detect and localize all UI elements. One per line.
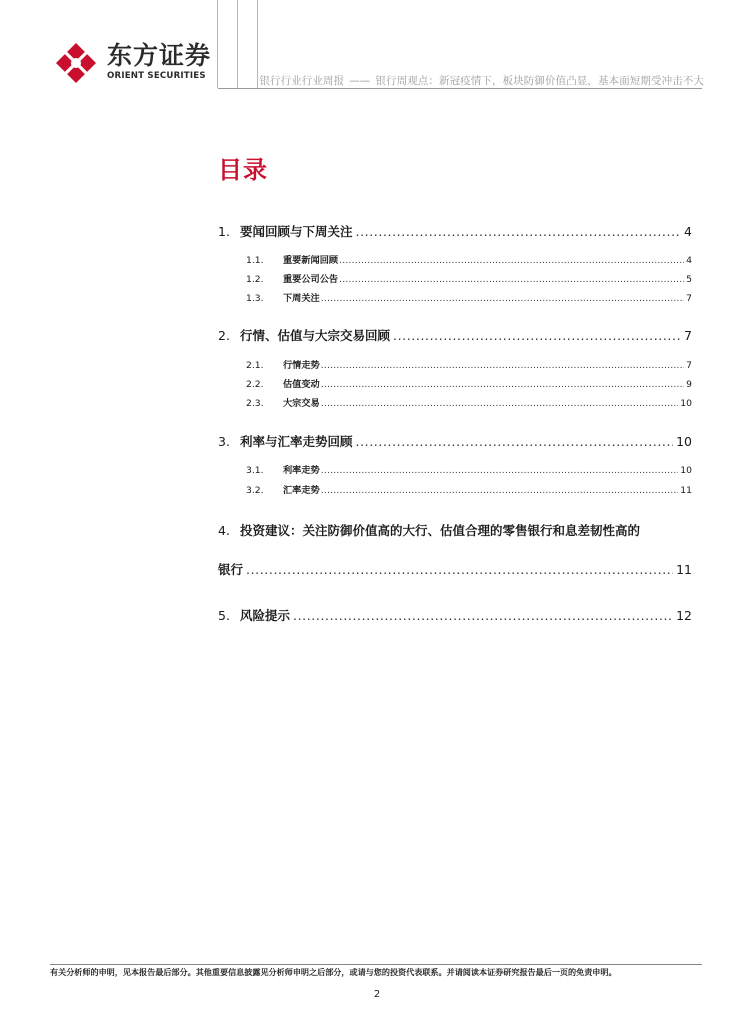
toc-entry-number: 2.2.: [246, 379, 264, 390]
toc-entry-1-1[interactable]: [246, 255, 692, 267]
toc-leader: [339, 274, 684, 286]
header-separator: ——: [349, 75, 371, 87]
toc-entry-number: 1.3.: [246, 293, 264, 304]
toc-leader: [321, 485, 679, 497]
toc-entry-label: 估值变动: [283, 379, 320, 390]
footer-disclaimer: 有关分析师的申明，见本报告最后部分。其他重要信息披露见分析师申明之后部分，或请与您的投资代表联系。并请阅读本证券研究报告最后一页的免责申明。: [50, 967, 617, 977]
toc-entry-4-line1[interactable]: [218, 521, 698, 539]
orient-securities-logo-icon: [55, 42, 97, 84]
toc-leader: [339, 255, 684, 267]
toc-entry-4-line2[interactable]: [218, 562, 692, 578]
toc-entry-label-continued: 银行: [218, 562, 244, 577]
toc-entry-1-2[interactable]: [246, 274, 692, 286]
toc-entry-label: 利率与汇率走势回顾: [240, 434, 353, 449]
toc-entry-label: 重要公司公告: [283, 274, 339, 285]
toc-entry-page: 7: [686, 293, 692, 304]
toc-entry-2[interactable]: [218, 328, 692, 344]
toc-entry-2-1[interactable]: [246, 360, 692, 372]
toc-entry-page: 10: [676, 434, 692, 449]
toc-entry-number: 2.: [218, 328, 230, 343]
toc-leader: [321, 398, 679, 410]
toc-leader: [321, 293, 684, 305]
toc-entry-page: 11: [680, 485, 692, 496]
toc-entry-number: 3.2.: [246, 485, 264, 496]
toc-entry-number: 2.3.: [246, 398, 264, 409]
toc-entry-label: 要闻回顾与下周关注: [240, 224, 353, 239]
toc-entry-page: 4: [686, 255, 692, 266]
toc-entry-label: 行情走势: [283, 360, 320, 371]
toc-entry-page: 4: [684, 224, 692, 239]
toc-entry-number: 5.: [218, 608, 230, 623]
toc-leader: [293, 608, 673, 624]
toc-entry-number: 3.: [218, 434, 230, 449]
toc-title: 目录: [218, 156, 268, 184]
toc-entry-3-1[interactable]: [246, 465, 692, 477]
header-rule: [218, 88, 702, 89]
report-subtitle: 银行周观点：新冠疫情下，板块防御价值凸显，基本面短期受冲击不大: [375, 75, 704, 87]
toc-entry-page: 7: [686, 360, 692, 371]
toc-entry-label: 大宗交易: [283, 398, 320, 409]
toc-entry-label: 风险提示: [240, 608, 291, 623]
brand-name-cn: 东方证券: [107, 41, 212, 70]
toc-leader: [356, 434, 674, 450]
toc-entry-page: 10: [680, 398, 692, 409]
toc-entry-label: 利率走势: [283, 465, 320, 476]
toc-entry-page: 7: [684, 328, 692, 343]
header-decoration: [217, 0, 258, 88]
toc-entry-page: 5: [686, 274, 692, 285]
toc-entry-label: 汇率走势: [283, 485, 320, 496]
toc-entry-number: 1.1.: [246, 255, 264, 266]
toc-entry-number: 3.1.: [246, 465, 264, 476]
toc-entry-label: 投资建议：关注防御价值高的大行、估值合理的零售银行和息差韧性高的: [240, 523, 641, 538]
toc-entry-number: 1.2.: [246, 274, 264, 285]
toc-entry-3[interactable]: [218, 434, 692, 450]
toc-entry-3-2[interactable]: [246, 485, 692, 497]
toc-entry-label: 重要新闻回顾: [283, 255, 339, 266]
toc-entry-page: 12: [676, 608, 692, 623]
toc-entry-page: 10: [680, 465, 692, 476]
toc-entry-1[interactable]: [218, 224, 692, 240]
toc-entry-label: 行情、估值与大宗交易回顾: [240, 328, 391, 343]
header-title: [259, 73, 704, 88]
toc-entry-number: 1.: [218, 224, 230, 239]
toc-leader: [356, 224, 682, 240]
toc-entry-number: 4.: [218, 523, 230, 538]
toc-entry-2-3[interactable]: [246, 398, 692, 410]
toc-leader: [321, 465, 679, 477]
toc-entry-2-2[interactable]: [246, 379, 692, 391]
brand-name-en: ORIENT SECURITIES: [107, 71, 206, 81]
toc-leader: [393, 328, 681, 344]
toc-leader: [321, 379, 684, 391]
toc-leader: [246, 562, 673, 578]
toc-entry-page: 11: [676, 562, 692, 577]
toc-entry-number: 2.1.: [246, 360, 264, 371]
toc-entry-1-3[interactable]: [246, 293, 692, 305]
report-type: 银行行业行业周报: [259, 75, 345, 87]
toc-entry-label: 下周关注: [283, 293, 320, 304]
footer-rule: [50, 964, 702, 965]
toc-entry-page: 9: [686, 379, 692, 390]
page-number: 2: [373, 989, 381, 1000]
toc-leader: [321, 360, 684, 372]
toc-entry-5[interactable]: [218, 608, 692, 624]
